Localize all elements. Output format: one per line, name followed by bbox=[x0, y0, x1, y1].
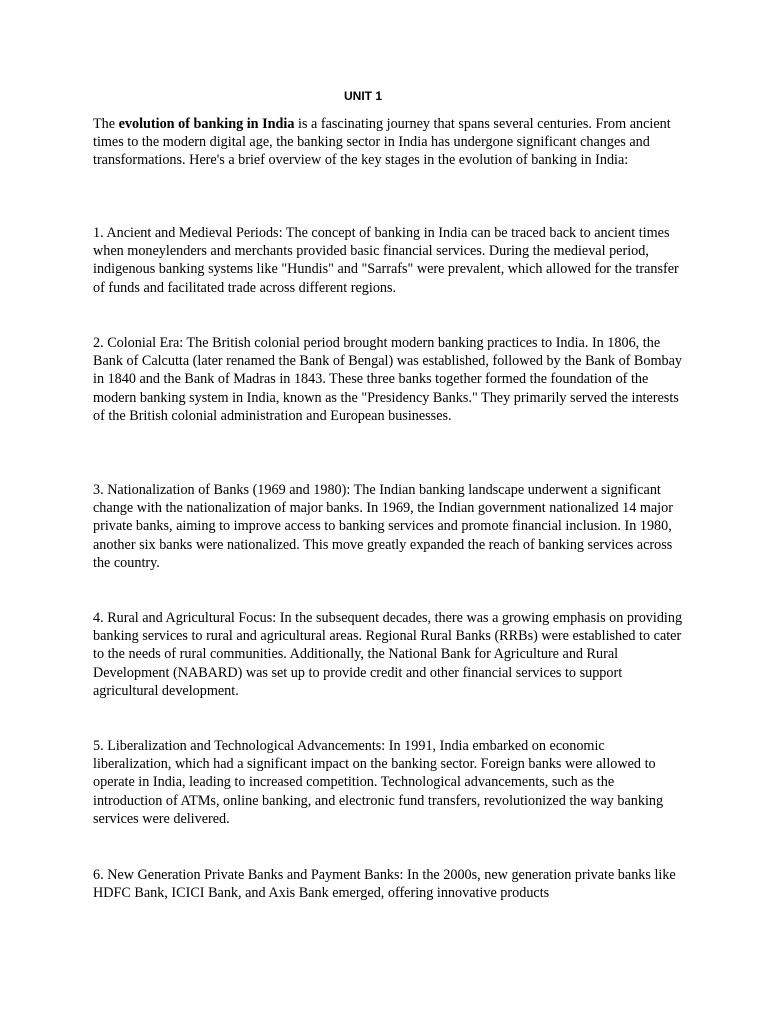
intro-lead: The bbox=[93, 116, 119, 132]
intro-paragraph bbox=[93, 115, 683, 170]
intro-rest: is a fascinating journey that spans several centuries. From ancient times to the modern digital age, the banking sector in India has undergone significant changes and transformations. Here's a brief overview of the key stages in the evolution of banking in India: bbox=[93, 116, 671, 169]
unit-title: UNIT 1 bbox=[343, 89, 382, 103]
section-rural-agricultural: 4. Rural and Agricultural Focus: In the subsequent decades, there was a growing emphasis on providing banking services to rural and agricultural areas. Regional Rural Banks (RRBs) were established to cater to the needs of rural communities. Additionally, the National Bank for Agriculture and Rural Development (NABARD) was set up to provide credit and other financial services to support agricultural development. bbox=[93, 610, 683, 699]
section-ancient-medieval: 1. Ancient and Medieval Periods: The concept of banking in India can be traced back to ancient times when moneylenders and merchants provided basic financial services. During the medieval period, indigenous banking systems like "Hundis" and "Sarrafs" were prevalent, which allowed for the transfer of funds and facilitated trade across different regions. bbox=[93, 225, 679, 296]
section-nationalization: 3. Nationalization of Banks (1969 and 1980): The Indian banking landscape underwent a significant change with the nationalization of major banks. In 1969, the Indian government nationalized 14 major private banks, aiming to improve access to banking services and promote financial inclusion. In 1980, another six banks were nationalized. This move greatly expanded the reach of banking services across the country. bbox=[93, 482, 673, 571]
section-colonial-era: 2. Colonial Era: The British colonial period brought modern banking practices to India. In 1806, the Bank of Calcutta (later renamed the Bank of Bengal) was established, followed by the Bank of Bombay in 1840 and the Bank of Madras in 1843. These three banks together formed the foundation of the modern banking system in India, known as the "Presidency Banks." They primarily served the interests of the British colonial administration and European businesses. bbox=[93, 335, 683, 424]
intro-bold-phrase: evolution of banking in India bbox=[118, 116, 295, 132]
section-new-generation-banks: 6. New Generation Private Banks and Payment Banks: In the 2000s, new generation private banks like HDFC Bank, ICICI Bank, and Axis Bank emerged, offering innovative products bbox=[93, 867, 676, 902]
section-liberalization: 5. Liberalization and Technological Advancements: In 1991, India embarked on economic liberalization, which had a significant impact on the banking sector. Foreign banks were allowed to operate in India, leading to increased competition. Technological advancements, such as the introduction of ATMs, online banking, and electronic fund transfers, revolutionized the way banking services were delivered. bbox=[93, 738, 664, 827]
